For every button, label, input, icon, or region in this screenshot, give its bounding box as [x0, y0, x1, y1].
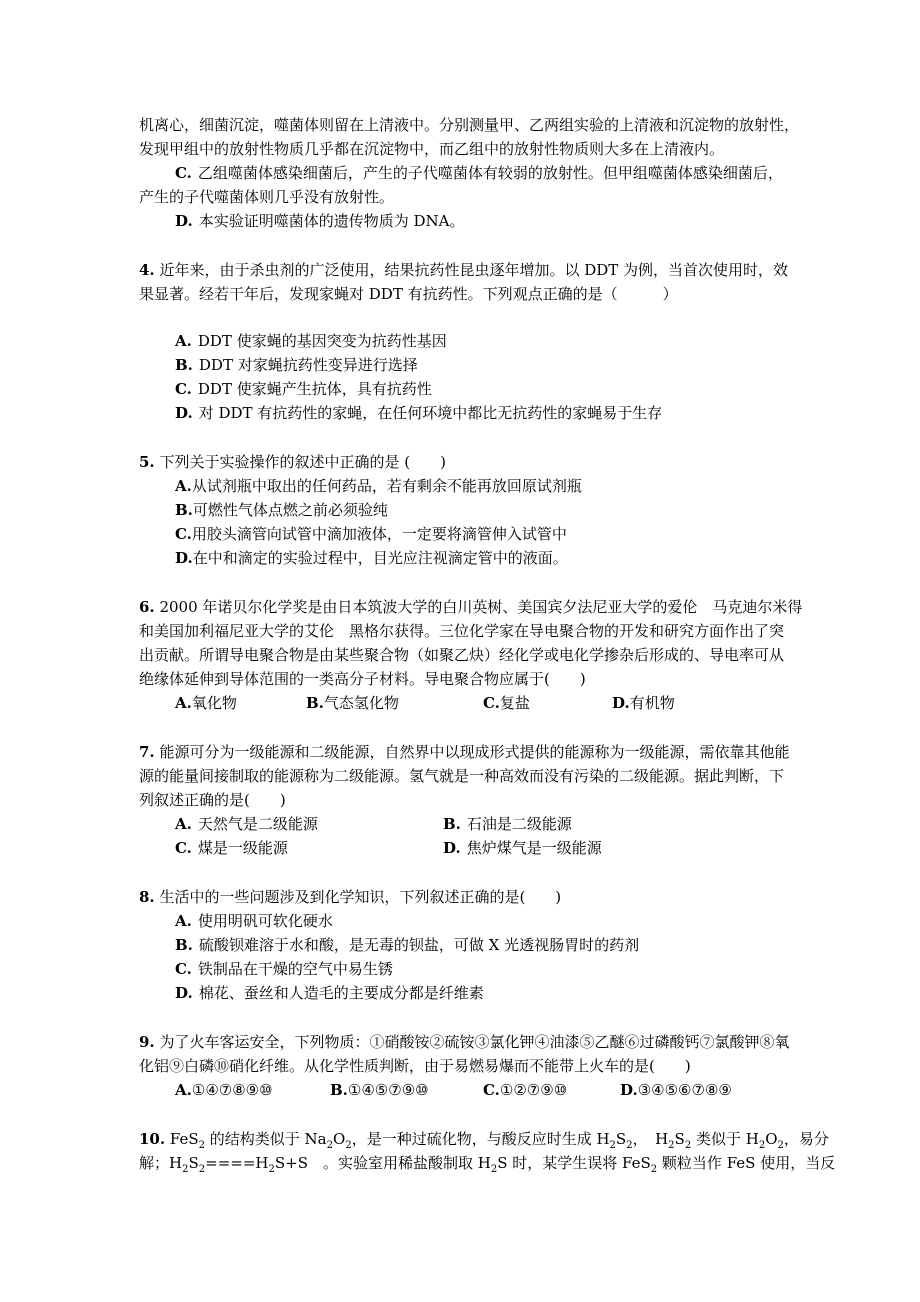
option-label: C.	[175, 525, 192, 543]
formula-text: 颗粒当作 FeS 使用，当反	[657, 1154, 836, 1172]
option-label: D.	[175, 549, 193, 567]
q6-option-b	[306, 693, 399, 713]
q10-stem-line-1	[139, 1129, 829, 1149]
formula-text: S 时，某学生误将 FeS	[497, 1154, 651, 1172]
option-text: 在中和滴定的实验过程中，目光应注视滴定管中的液面。	[192, 549, 568, 567]
option-label: D.	[175, 404, 193, 422]
q9-stem-line-1	[139, 1032, 789, 1052]
option-label: A.	[175, 332, 192, 350]
q7-option-c	[175, 838, 288, 858]
subscript: 2	[684, 1140, 692, 1151]
option-text: ③④⑤⑥⑦⑧⑨	[637, 1081, 732, 1099]
option-label: A.	[175, 912, 192, 930]
option-label: A.	[175, 477, 192, 495]
question-number: 7.	[139, 743, 155, 761]
option-label: A.	[175, 694, 192, 712]
subscript: 2	[490, 1164, 498, 1175]
q6-option-a	[175, 693, 237, 713]
option-label: B.	[175, 356, 193, 374]
option-label: B.	[306, 694, 324, 712]
q3-option-d	[175, 211, 464, 231]
question-text: 近年来，由于杀虫剂的广泛使用，结果抗药性昆虫逐年增加。以 DDT 为例，当首次使用时，效	[159, 261, 789, 279]
subscript: 2	[198, 1140, 206, 1151]
formula-text: S+S 。实验室用稀盐酸制取 H	[274, 1154, 491, 1172]
q6-stem-line-2: 和美国加利福尼亚大学的艾伦 黑格尔获得。三位化学家在导电聚合物的开发和研究方面作出了突	[139, 622, 785, 640]
q7-option-b	[443, 814, 572, 834]
q8-option-a	[175, 911, 333, 931]
option-text: DDT 使家蝇的基因突变为抗药性基因	[197, 332, 447, 350]
subscript: 2	[326, 1140, 333, 1151]
q6-stem-line-4: 绝缘体延伸到导体范围的一类高分子材料。导电聚合物应属于( )	[139, 670, 586, 688]
option-label: B.	[330, 1081, 348, 1099]
q3-option-c	[175, 163, 783, 183]
q4-option-a	[175, 331, 447, 351]
q9-option-c	[483, 1080, 567, 1100]
subscript: 2	[345, 1140, 352, 1151]
option-label: C.	[175, 164, 192, 182]
option-text: DDT 使家蝇产生抗体，具有抗药性	[197, 380, 432, 398]
q8-option-d	[175, 983, 484, 1003]
q5-stem	[139, 452, 446, 472]
q4-option-d	[175, 403, 662, 423]
q5-option-c	[175, 524, 567, 544]
option-label: C.	[175, 839, 192, 857]
option-label: C.	[175, 960, 192, 978]
q9-stem-line-2: 化铝⑨白磷⑩硝化纤维。从化学性质判断，由于易燃易爆而不能带上火车的是( )	[139, 1057, 691, 1075]
option-text: DDT 对家蝇抗药性变异进行选择	[198, 356, 418, 374]
formula-text: ， H	[632, 1130, 669, 1148]
option-text: 焦炉煤气是一级能源	[466, 839, 602, 857]
option-label: B.	[175, 501, 193, 519]
option-text: 可燃性气体点燃之前必须验纯	[192, 501, 388, 519]
q9-option-d	[620, 1080, 732, 1100]
formula-text: ，是一种过硫化物，与酸反应时生成 H	[351, 1130, 610, 1148]
q7-stem-line-2: 源的能量间接制取的能源称为二级能源。氢气就是一种高效而没有污染的二级能源。据此判断，下	[139, 767, 785, 785]
q7-stem-line-3: 列叙述正确的是( )	[139, 791, 286, 809]
q9-option-a	[175, 1080, 273, 1100]
subscript: 2	[198, 1164, 206, 1175]
option-text: 从试剂瓶中取出的任何药品，若有剩余不能再放回原试剂瓶	[191, 477, 582, 495]
option-label: D.	[175, 212, 193, 230]
formula-text: S	[674, 1130, 685, 1148]
q9-option-b	[330, 1080, 429, 1100]
q4-option-b	[175, 355, 418, 375]
option-text: 本实验证明噬菌体的遗传物质为 DNA。	[198, 212, 465, 230]
q5-option-d	[175, 548, 568, 568]
option-text: 有机物	[629, 694, 675, 712]
option-label: B.	[175, 936, 193, 954]
option-text: ①④⑤⑦⑨⑩	[347, 1081, 429, 1099]
option-text: 对 DDT 有抗药性的家蝇，在任何环境中都比无抗药性的家蝇易于生存	[198, 404, 663, 422]
option-text: 石油是二级能源	[466, 815, 572, 833]
q7-option-d	[443, 838, 602, 858]
option-text: 使用明矾可软化硬水	[197, 912, 333, 930]
q7-option-a	[175, 814, 318, 834]
option-text: 氧化物	[191, 694, 237, 712]
option-text: 铁制品在干燥的空气中易生锈	[197, 960, 393, 978]
question-text: 能源可分为一级能源和二级能源，自然界中以现成形式提供的能源称为一级能源，需依靠其他能	[159, 743, 790, 761]
q10-stem-line-2	[139, 1153, 835, 1173]
q3-text-line-2: 发现甲组中的放射性物质几乎都在沉淀物中，而乙组中的放射性物质则大多在上清液内。	[139, 140, 725, 158]
q6-option-c	[483, 693, 530, 713]
q6-stem-line-1	[139, 597, 802, 617]
option-label: D.	[175, 984, 193, 1002]
option-label: D.	[612, 694, 630, 712]
option-text: 硫酸钡难溶于水和酸，是无毒的钡盐，可做 X 光透视肠胃时的药剂	[198, 936, 640, 954]
formula-text: FeS	[169, 1130, 199, 1148]
q4-option-c	[175, 379, 432, 399]
question-number: 5.	[139, 453, 155, 471]
question-number: 8.	[139, 888, 155, 906]
subscript: 2	[182, 1164, 189, 1175]
question-text: 下列关于实验操作的叙述中正确的是 ( )	[159, 453, 446, 471]
q8-option-b	[175, 935, 639, 955]
q6-option-d	[612, 693, 675, 713]
subscript: 2	[668, 1140, 675, 1151]
option-text: 气态氢化物	[323, 694, 399, 712]
formula-text: S	[188, 1154, 199, 1172]
option-text: 用胶头滴管向试管中滴加液体，一定要将滴管伸入试管中	[191, 525, 567, 543]
q5-option-b	[175, 500, 388, 520]
option-label: C.	[483, 694, 500, 712]
option-label: C.	[175, 380, 192, 398]
q4-stem-line-1	[139, 260, 788, 280]
option-text: 乙组噬菌体感染细菌后，产生的子代噬菌体有较弱的放射性。但甲组噬菌体感染细菌后，	[197, 164, 783, 182]
option-label: D.	[443, 839, 461, 857]
q8-option-c	[175, 959, 393, 979]
subscript: 2	[626, 1140, 633, 1151]
question-number: 6.	[139, 598, 155, 616]
subscript: 2	[758, 1140, 766, 1151]
subscript: 2	[268, 1164, 275, 1175]
formula-text: 解；H	[139, 1154, 183, 1172]
subscript: 2	[650, 1164, 658, 1175]
formula-text: ====H	[205, 1154, 269, 1172]
q4-stem-line-2: 果显著。经若干年后，发现家蝇对 DDT 有抗药性。下列观点正确的是（ ）	[139, 285, 678, 303]
formula-text: S	[615, 1130, 627, 1148]
option-text: ①④⑦⑧⑨⑩	[191, 1081, 273, 1099]
option-label: C.	[483, 1081, 500, 1099]
formula-text: O	[765, 1130, 778, 1148]
option-text: 棉花、蚕丝和人造毛的主要成分都是纤维素	[198, 984, 484, 1002]
q5-option-a	[175, 476, 582, 496]
q3-text-line-1: 机离心，细菌沉淀，噬菌体则留在上清液中。分别测量甲、乙两组实验的上清液和沉淀物的放射性，	[139, 116, 800, 134]
option-text: 复盐	[499, 694, 530, 712]
q6-stem-line-3: 出贡献。所谓导电聚合物是由某些聚合物（如聚乙炔）经化学或电化学掺杂后形成的、导电率可从	[139, 646, 785, 664]
question-text: 2000 年诺贝尔化学奖是由日本筑波大学的白川英树、美国宾夕法尼亚大学的爱伦 马克迪尔米得	[159, 598, 803, 616]
question-number: 10.	[139, 1130, 166, 1148]
question-text: 为了火车客运安全，下列物质：①硝酸铵②硫铵③氯化钾④油漆⑤乙醚⑥过磷酸钙⑦氯酸钾⑧氧	[159, 1033, 790, 1051]
option-label: B.	[443, 815, 461, 833]
formula-text: 的结构类似于 Na	[205, 1130, 327, 1148]
option-label: D.	[620, 1081, 638, 1099]
q8-stem	[139, 887, 561, 907]
q3-option-c-cont: 产生的子代噬菌体则几乎没有放射性。	[139, 188, 395, 206]
formula-text: 类似于 H	[691, 1130, 759, 1148]
question-number: 4.	[139, 261, 155, 279]
option-label: A.	[175, 1081, 192, 1099]
option-label: A.	[175, 815, 192, 833]
question-number: 9.	[139, 1033, 155, 1051]
option-text: 煤是一级能源	[197, 839, 288, 857]
q7-stem-line-1	[139, 742, 789, 762]
option-text: 天然气是二级能源	[197, 815, 318, 833]
subscript: 2	[777, 1140, 784, 1151]
option-text: ①②⑦⑨⑩	[499, 1081, 568, 1099]
question-text: 生活中的一些问题涉及到化学知识，下列叙述正确的是( )	[159, 888, 562, 906]
formula-text: O	[333, 1130, 346, 1148]
formula-text: ，易分	[783, 1130, 829, 1148]
subscript: 2	[609, 1140, 616, 1151]
